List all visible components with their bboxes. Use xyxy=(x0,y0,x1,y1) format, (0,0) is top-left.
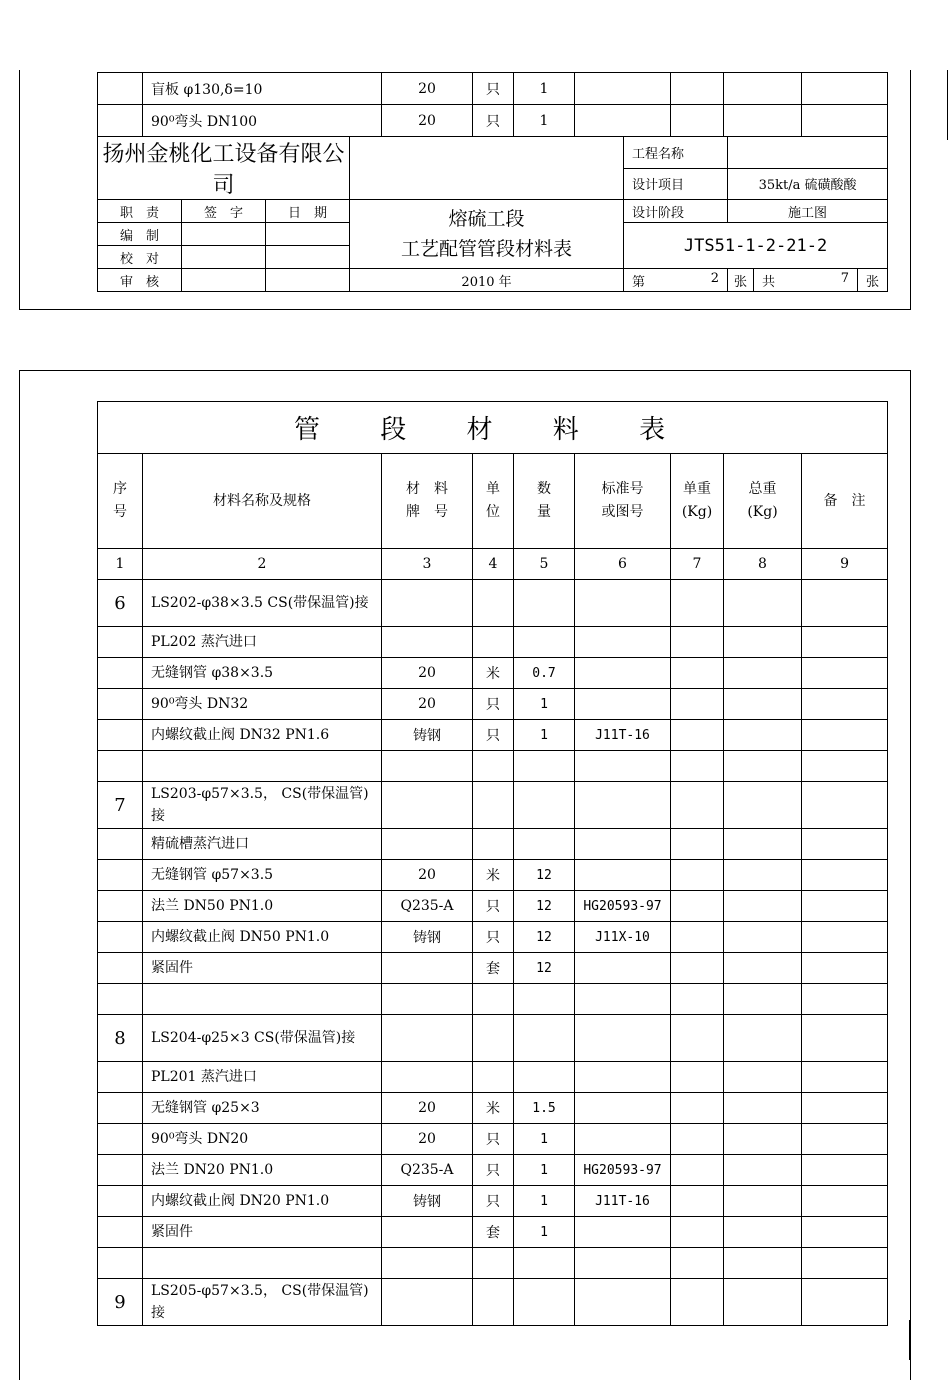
unit-weight xyxy=(671,580,724,627)
row-sequence: 9 xyxy=(98,1279,143,1326)
total-weight xyxy=(724,580,802,627)
item-name: 无缝钢管 φ38×3.5 xyxy=(143,658,382,689)
column-number: 9 xyxy=(802,549,888,580)
remarks xyxy=(802,984,888,1015)
table-row xyxy=(98,984,888,1015)
total-weight xyxy=(724,953,802,984)
table-row xyxy=(98,720,888,751)
remarks xyxy=(802,751,888,782)
column-header: 备 注 xyxy=(802,454,888,549)
column-header: 材料名称及规格 xyxy=(143,454,382,549)
total-weight xyxy=(724,860,802,891)
item-material: Q235-A xyxy=(382,1155,473,1186)
unit-weight xyxy=(671,627,724,658)
item-name: LS202-φ38×3.5 CS(带保温管)接 xyxy=(143,580,382,627)
item-material xyxy=(382,1062,473,1093)
total-weight xyxy=(724,1015,802,1062)
item-qty xyxy=(514,829,575,860)
top-row-2 xyxy=(98,105,888,137)
item-qty xyxy=(514,1015,575,1062)
table-row xyxy=(98,860,888,891)
row-sequence xyxy=(98,751,143,782)
row-sequence xyxy=(98,1124,143,1155)
row-sequence xyxy=(98,1186,143,1217)
unit-weight xyxy=(671,829,724,860)
item-standard xyxy=(575,689,671,720)
top-row-1 xyxy=(98,73,888,105)
item-material xyxy=(382,1279,473,1326)
item-qty: 1 xyxy=(514,1155,575,1186)
total-weight xyxy=(724,720,802,751)
unit-weight xyxy=(671,1279,724,1326)
column-number: 1 xyxy=(98,549,143,580)
row-sequence xyxy=(98,1217,143,1248)
year: 2010 年 xyxy=(350,269,624,292)
unit-weight xyxy=(671,922,724,953)
approved-label: 审 核 xyxy=(98,269,182,292)
company-name: 扬州金桃化工设备有限公司 xyxy=(98,137,350,200)
column-number: 8 xyxy=(724,549,802,580)
item-qty xyxy=(514,984,575,1015)
table-row xyxy=(98,782,888,829)
item-qty: 1 xyxy=(514,1186,575,1217)
item-standard: HG20593-97 xyxy=(575,891,671,922)
item-material xyxy=(382,1015,473,1062)
item-qty: 12 xyxy=(514,860,575,891)
table-row xyxy=(98,891,888,922)
item-unit xyxy=(473,1279,514,1326)
total-weight xyxy=(724,891,802,922)
page-number: 2 xyxy=(710,270,720,286)
item-material xyxy=(382,953,473,984)
remarks xyxy=(802,891,888,922)
unit-weight xyxy=(671,860,724,891)
item-qty xyxy=(514,1248,575,1279)
item-name: LS205-φ57×3.5， CS(带保温管)接 xyxy=(143,1279,382,1326)
item-standard xyxy=(575,1279,671,1326)
row-sequence: 6 xyxy=(98,580,143,627)
unit-weight xyxy=(671,953,724,984)
item-qty: 1 xyxy=(514,1124,575,1155)
column-number-row xyxy=(98,549,888,580)
item-qty: 1 xyxy=(514,105,575,137)
role-header: 职 责 xyxy=(98,200,182,223)
item-name: 无缝钢管 φ57×3.5 xyxy=(143,860,382,891)
page-label: 第 xyxy=(632,274,646,290)
item-name: 紧固件 xyxy=(143,953,382,984)
page-cell xyxy=(624,269,728,292)
material-table xyxy=(97,401,888,1326)
item-name xyxy=(143,1248,382,1279)
item-unit xyxy=(473,1248,514,1279)
item-name: 90⁰弯头 DN100 xyxy=(143,105,382,137)
unit-weight xyxy=(671,1093,724,1124)
item-unit: 只 xyxy=(473,720,514,751)
remarks xyxy=(802,1217,888,1248)
item-unit xyxy=(473,627,514,658)
item-name: 法兰 DN20 PN1.0 xyxy=(143,1155,382,1186)
item-material: 20 xyxy=(382,658,473,689)
remarks xyxy=(802,829,888,860)
item-standard xyxy=(575,860,671,891)
item-standard xyxy=(575,953,671,984)
column-header: 单重 (Kg) xyxy=(671,454,724,549)
item-qty: 1 xyxy=(514,689,575,720)
column-number: 3 xyxy=(382,549,473,580)
total-weight xyxy=(724,782,802,829)
row-sequence xyxy=(98,829,143,860)
column-number: 2 xyxy=(143,549,382,580)
item-unit xyxy=(473,1015,514,1062)
row-sequence xyxy=(98,658,143,689)
title-block xyxy=(97,72,888,137)
unit-weight xyxy=(671,891,724,922)
column-number: 6 xyxy=(575,549,671,580)
remarks xyxy=(802,1279,888,1326)
table-row xyxy=(98,1124,888,1155)
remarks xyxy=(802,953,888,984)
unit-weight xyxy=(671,1217,724,1248)
item-standard xyxy=(575,658,671,689)
item-name: LS203-φ57×3.5， CS(带保温管)接 xyxy=(143,782,382,829)
item-unit: 只 xyxy=(473,73,514,105)
item-unit xyxy=(473,782,514,829)
item-standard xyxy=(575,1248,671,1279)
row-sequence: 7 xyxy=(98,782,143,829)
design-stage-value: 施工图 xyxy=(728,200,888,223)
right-edge-line xyxy=(947,70,948,140)
item-name: PL202 蒸汽进口 xyxy=(143,627,382,658)
remarks xyxy=(802,922,888,953)
item-qty: 12 xyxy=(514,891,575,922)
item-standard: J11T-16 xyxy=(575,1186,671,1217)
item-unit xyxy=(473,751,514,782)
project-name-value xyxy=(728,137,888,169)
item-name: 90⁰弯头 DN20 xyxy=(143,1124,382,1155)
total-weight xyxy=(724,1062,802,1093)
item-qty xyxy=(514,1279,575,1326)
item-material: 20 xyxy=(382,73,473,105)
remarks xyxy=(802,627,888,658)
table-row xyxy=(98,1093,888,1124)
table-row xyxy=(98,1186,888,1217)
item-unit: 套 xyxy=(473,1217,514,1248)
unit-weight xyxy=(671,1015,724,1062)
remarks xyxy=(802,720,888,751)
item-standard xyxy=(575,1217,671,1248)
item-name: PL201 蒸汽进口 xyxy=(143,1062,382,1093)
total-weight xyxy=(724,922,802,953)
item-material: 铸钢 xyxy=(382,720,473,751)
item-unit: 只 xyxy=(473,689,514,720)
item-unit: 只 xyxy=(473,1155,514,1186)
remarks xyxy=(802,860,888,891)
right-edge-line-2 xyxy=(909,1320,910,1360)
table-row xyxy=(98,580,888,627)
item-name: 90⁰弯头 DN32 xyxy=(143,689,382,720)
remarks xyxy=(802,782,888,829)
table-row xyxy=(98,751,888,782)
remarks xyxy=(802,1186,888,1217)
total-number: 7 xyxy=(840,270,850,286)
item-standard xyxy=(575,1124,671,1155)
item-material xyxy=(382,829,473,860)
column-header: 数 量 xyxy=(514,454,575,549)
item-name: 紧固件 xyxy=(143,1217,382,1248)
item-material: 20 xyxy=(382,689,473,720)
page-unit: 张 xyxy=(728,269,754,292)
item-material: 铸钢 xyxy=(382,1186,473,1217)
unit-weight xyxy=(671,1062,724,1093)
column-header: 标准号 或图号 xyxy=(575,454,671,549)
project-name-label: 工程名称 xyxy=(624,137,728,169)
design-stage-label: 设计阶段 xyxy=(624,200,728,223)
unit-weight xyxy=(671,751,724,782)
item-unit: 米 xyxy=(473,860,514,891)
table-row xyxy=(98,689,888,720)
remarks xyxy=(802,580,888,627)
design-item-value: 35kt/a 硫磺酸酸 xyxy=(728,168,888,200)
item-material xyxy=(382,782,473,829)
item-name xyxy=(143,751,382,782)
item-qty: 12 xyxy=(514,953,575,984)
total-weight xyxy=(724,829,802,860)
section-title: 熔硫工段 xyxy=(448,208,525,230)
unit-weight xyxy=(671,782,724,829)
remarks xyxy=(802,1062,888,1093)
item-unit: 只 xyxy=(473,1186,514,1217)
item-material: 20 xyxy=(382,860,473,891)
remarks xyxy=(802,1248,888,1279)
sign-header: 签 字 xyxy=(182,200,266,223)
unit-weight xyxy=(671,1186,724,1217)
row-sequence xyxy=(98,922,143,953)
item-standard: J11T-16 xyxy=(575,720,671,751)
table-row xyxy=(98,1248,888,1279)
table-row xyxy=(98,627,888,658)
column-header: 总重 (Kg) xyxy=(724,454,802,549)
item-unit: 只 xyxy=(473,105,514,137)
item-material: 20 xyxy=(382,1124,473,1155)
item-qty xyxy=(514,782,575,829)
item-standard: HG20593-97 xyxy=(575,1155,671,1186)
item-name: 盲板 φ130,δ=10 xyxy=(143,73,382,105)
item-name: LS204-φ25×3 CS(带保温管)接 xyxy=(143,1015,382,1062)
item-standard xyxy=(575,751,671,782)
doc-title: 工艺配管管段材料表 xyxy=(401,238,573,260)
row-sequence xyxy=(98,1093,143,1124)
item-unit: 米 xyxy=(473,1093,514,1124)
item-qty xyxy=(514,580,575,627)
total-weight xyxy=(724,1279,802,1326)
unit-weight xyxy=(671,984,724,1015)
item-name: 内螺纹截止阀 DN20 PN1.0 xyxy=(143,1186,382,1217)
table-row xyxy=(98,1155,888,1186)
remarks xyxy=(802,1155,888,1186)
item-standard xyxy=(575,580,671,627)
row-sequence xyxy=(98,953,143,984)
total-weight xyxy=(724,1093,802,1124)
table-row xyxy=(98,1062,888,1093)
row-sequence xyxy=(98,860,143,891)
item-name: 内螺纹截止阀 DN50 PN1.0 xyxy=(143,922,382,953)
total-weight xyxy=(724,751,802,782)
column-number: 4 xyxy=(473,549,514,580)
design-item-label: 设计项目 xyxy=(624,168,728,200)
item-qty: 1 xyxy=(514,1217,575,1248)
total-label: 共 xyxy=(762,274,776,290)
total-weight xyxy=(724,1186,802,1217)
remarks xyxy=(802,1093,888,1124)
item-unit xyxy=(473,829,514,860)
column-header: 单 位 xyxy=(473,454,514,549)
item-material xyxy=(382,751,473,782)
unit-weight xyxy=(671,689,724,720)
column-header: 材 料 牌 号 xyxy=(382,454,473,549)
item-standard xyxy=(575,1015,671,1062)
item-standard xyxy=(575,1093,671,1124)
column-number: 5 xyxy=(514,549,575,580)
remarks xyxy=(802,1015,888,1062)
item-qty: 12 xyxy=(514,922,575,953)
item-material: Q235-A xyxy=(382,891,473,922)
doc-title-cell xyxy=(350,200,624,269)
item-standard xyxy=(575,829,671,860)
item-material: 铸钢 xyxy=(382,922,473,953)
remarks xyxy=(802,689,888,720)
doc-number: JTS51-1-2-21-2 xyxy=(624,223,888,269)
item-material xyxy=(382,580,473,627)
item-standard xyxy=(575,782,671,829)
table-row xyxy=(98,1217,888,1248)
total-weight xyxy=(724,1217,802,1248)
total-weight xyxy=(724,1124,802,1155)
table-row xyxy=(98,1015,888,1062)
total-weight xyxy=(724,1155,802,1186)
item-name: 无缝钢管 φ25×3 xyxy=(143,1093,382,1124)
total-weight xyxy=(724,1248,802,1279)
remarks xyxy=(802,1124,888,1155)
row-sequence xyxy=(98,984,143,1015)
unit-weight xyxy=(671,720,724,751)
item-qty xyxy=(514,751,575,782)
table-row xyxy=(98,829,888,860)
item-unit xyxy=(473,580,514,627)
item-unit xyxy=(473,984,514,1015)
unit-weight xyxy=(671,658,724,689)
row-sequence: 8 xyxy=(98,1015,143,1062)
item-material: 20 xyxy=(382,1093,473,1124)
total-weight xyxy=(724,658,802,689)
title-block-lower xyxy=(97,136,888,292)
table-row xyxy=(98,1279,888,1326)
item-unit xyxy=(473,1062,514,1093)
item-unit: 只 xyxy=(473,922,514,953)
item-name: 法兰 DN50 PN1.0 xyxy=(143,891,382,922)
unit-weight xyxy=(671,1124,724,1155)
row-sequence xyxy=(98,689,143,720)
item-standard xyxy=(575,627,671,658)
item-qty xyxy=(514,627,575,658)
column-number: 7 xyxy=(671,549,724,580)
item-qty xyxy=(514,1062,575,1093)
item-standard xyxy=(575,1062,671,1093)
total-cell xyxy=(754,269,858,292)
item-qty: 1 xyxy=(514,73,575,105)
total-weight xyxy=(724,627,802,658)
item-qty: 1.5 xyxy=(514,1093,575,1124)
row-sequence xyxy=(98,1155,143,1186)
item-name xyxy=(143,984,382,1015)
item-material xyxy=(382,984,473,1015)
item-name: 精硫槽蒸汽进口 xyxy=(143,829,382,860)
item-qty: 0.7 xyxy=(514,658,575,689)
total-weight xyxy=(724,689,802,720)
unit-weight xyxy=(671,1248,724,1279)
row-sequence xyxy=(98,1062,143,1093)
item-unit: 只 xyxy=(473,891,514,922)
item-unit: 只 xyxy=(473,1124,514,1155)
table-row xyxy=(98,922,888,953)
table-row xyxy=(98,953,888,984)
item-unit: 套 xyxy=(473,953,514,984)
row-sequence xyxy=(98,627,143,658)
remarks xyxy=(802,658,888,689)
row-sequence xyxy=(98,720,143,751)
item-name: 内螺纹截止阀 DN32 PN1.6 xyxy=(143,720,382,751)
item-standard xyxy=(575,984,671,1015)
table-title: 管 段 材 料 表 xyxy=(98,402,888,454)
total-unit: 张 xyxy=(858,269,888,292)
item-qty: 1 xyxy=(514,720,575,751)
item-standard: J11X-10 xyxy=(575,922,671,953)
item-unit: 米 xyxy=(473,658,514,689)
total-weight xyxy=(724,984,802,1015)
item-material xyxy=(382,627,473,658)
unit-weight xyxy=(671,1155,724,1186)
checked-label: 校 对 xyxy=(98,246,182,269)
prepared-label: 编 制 xyxy=(98,223,182,246)
item-material xyxy=(382,1248,473,1279)
row-sequence xyxy=(98,1248,143,1279)
row-sequence xyxy=(98,891,143,922)
header-row xyxy=(98,454,888,549)
table-row xyxy=(98,658,888,689)
column-header: 序 号 xyxy=(98,454,143,549)
date-header: 日 期 xyxy=(266,200,350,223)
item-material: 20 xyxy=(382,105,473,137)
item-material xyxy=(382,1217,473,1248)
